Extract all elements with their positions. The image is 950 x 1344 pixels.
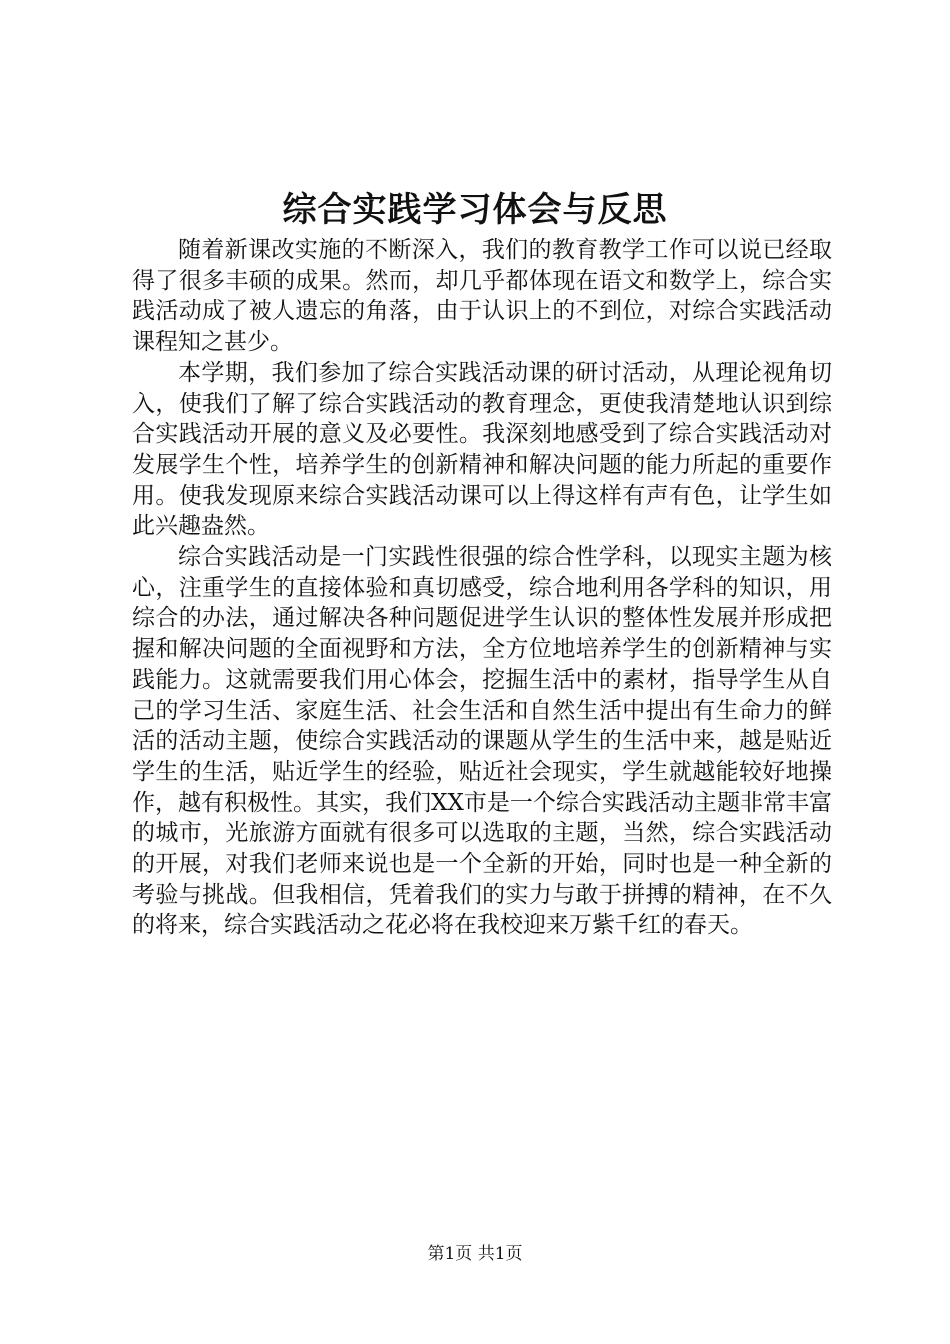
paragraph-3: 综合实践活动是一门实践性很强的综合性学科，以现实主题为核心，注重学生的直接体验和真切感受，综合地利用各学科的知识，用综合的办法，通过解决各种问题促进学生认识的整体性发展并形成把握和解决问题的全面视野和方法，全方位地培养学生的创新精神与实践能力。这就需要我们用心体会，挖掘生活中的素材，指导学生从自己的学习生活、家庭生活、社会生活和自然生活中提出有生命力的鲜活的活动主题，使综合实践活动的课题从学生的生活中来，越是贴近学生的生活，贴近学生的经验，贴近社会现实，学生就越能较好地操作，越有积极性。其实，我们XX市是一个综合实践活动主题非常丰富的城市，光旅游方面就有很多可以选取的主题，当然，综合实践活动的开展，对我们老师来说也是一个全新的开始，同时也是一种全新的考验与挑战。但我相信，凭着我们的实力与敢于拼搏的精神，在不久的将来，综合实践活动之花必将在我校迎来万紫千红的春天。 (132, 544, 832, 939)
page-total: 共1页 (477, 1244, 523, 1264)
page-footer (0, 1242, 950, 1266)
page-number: 第1页 (427, 1244, 473, 1264)
paragraph-2: 本学期，我们参加了综合实践活动课的研讨活动，从理论视角切入，使我们了解了综合实践活动的教育理念，更使我清楚地认识到综合实践活动开展的意义及必要性。我深刻地感受到了综合实践活动对发展学生个性，培养学生的创新精神和解决问题的能力所起的重要作用。使我发现原来综合实践活动课可以上得这样有声有色，让学生如此兴趣盎然。 (132, 359, 832, 540)
document-body (132, 235, 832, 941)
paragraph-1: 随着新课改实施的不断深入，我们的教育教学工作可以说已经取得了很多丰硕的成果。然而，却几乎都体现在语文和数学上，综合实践活动成了被人遗忘的角落，由于认识上的不到位，对综合实践活动课程知之甚少。 (132, 237, 832, 356)
document-title: 综合实践学习体会与反思 (282, 190, 668, 230)
